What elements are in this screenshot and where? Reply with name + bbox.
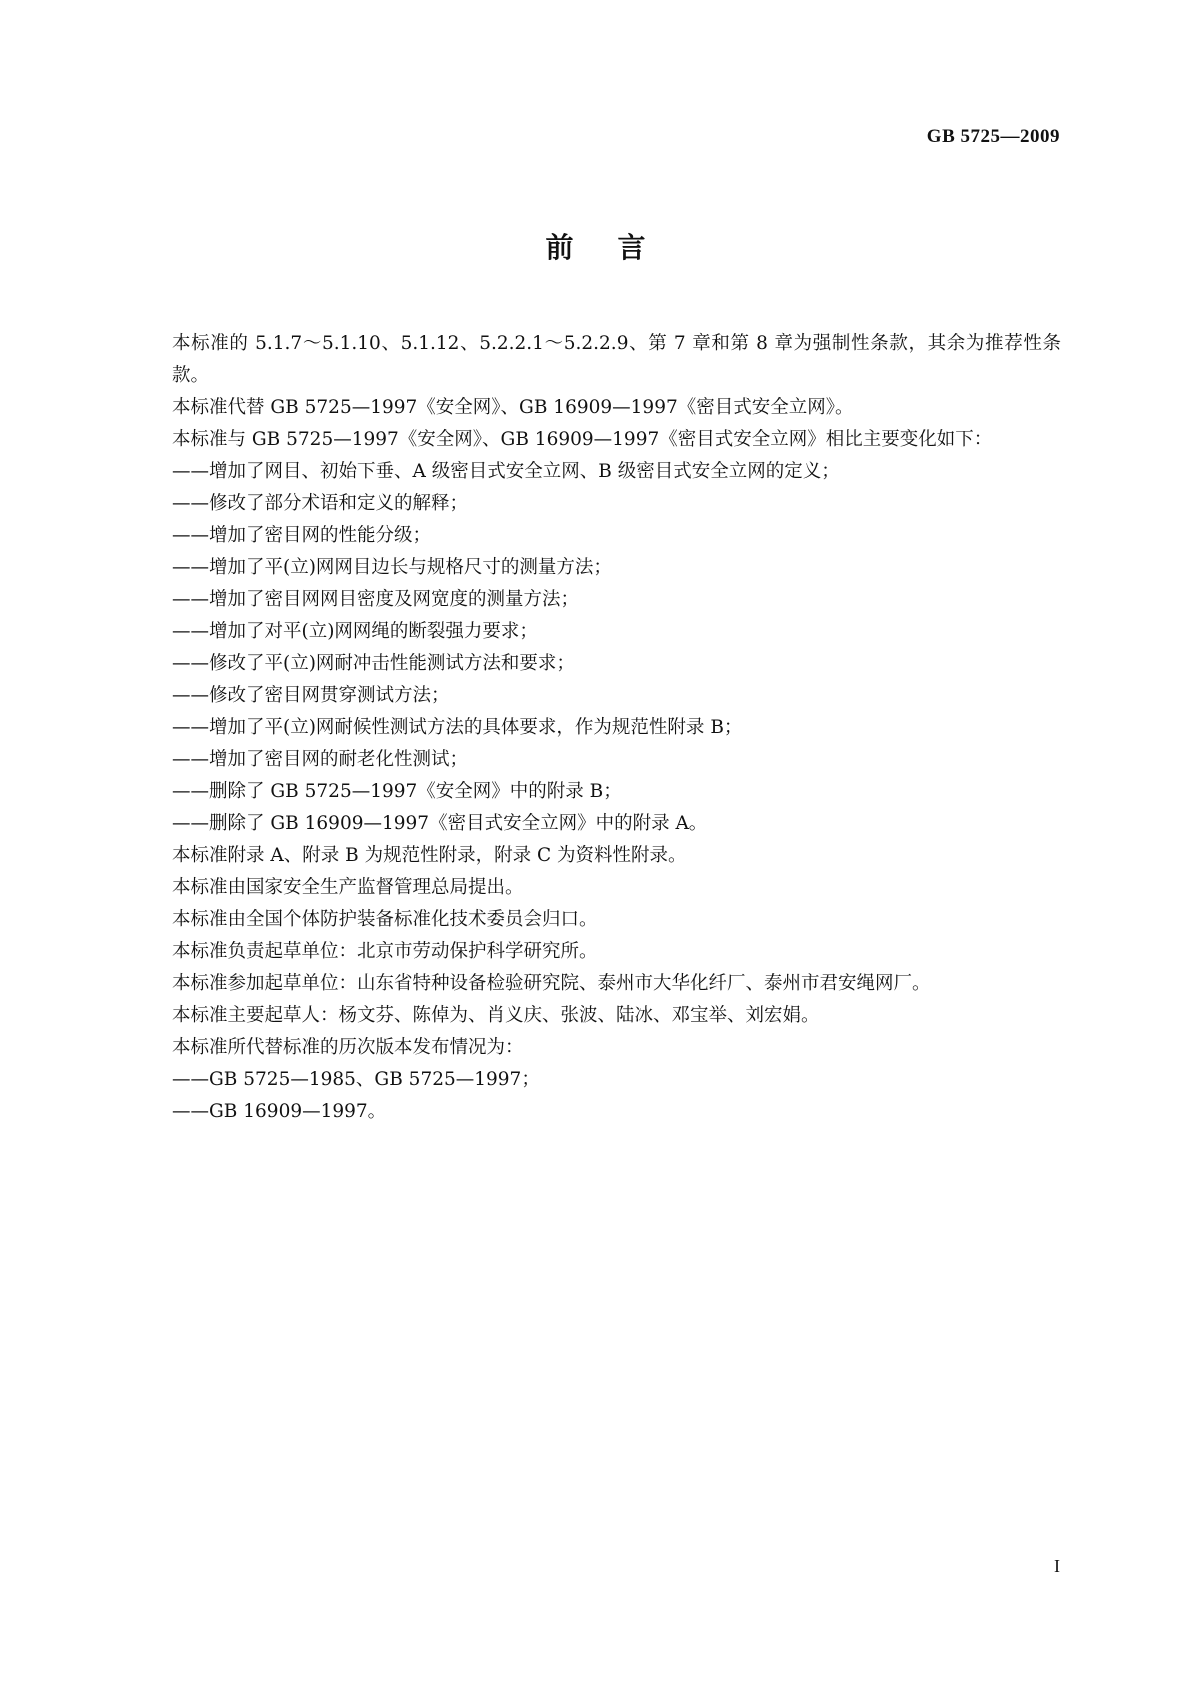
change-item: ——删除了 GB 16909—1997《密目式安全立网》中的附录 A。 [172, 813, 708, 834]
paragraph-centralized-by: 本标准由全国个体防护装备标准化技术委员会归口。 [172, 909, 598, 930]
paragraph-proposed-by: 本标准由国家安全生产监督管理总局提出。 [172, 877, 524, 898]
paragraph-mandatory-clauses: 本标准的 5.1.7～5.1.10、5.1.12、5.2.2.1～5.2.2.9、第 7 章和第 8 章为强制性条款，其余为推荐性条款。 [172, 333, 1061, 386]
foreword-body [131, 328, 1061, 1128]
edition-item: ——GB 5725—1985、GB 5725—1997； [172, 1069, 540, 1090]
paragraph-participating-units: 本标准参加起草单位：山东省特种设备检验研究院、泰州市大华化纤厂、泰州市君安绳网厂。 [172, 973, 931, 994]
change-item: ——增加了平(立)网耐候性测试方法的具体要求，作为规范性附录 B； [172, 717, 743, 738]
page-title: 前言 [545, 231, 690, 264]
paragraph-replaces: 本标准代替 GB 5725—1997《安全网》、GB 16909—1997《密目式安全立网》。 [172, 397, 854, 418]
page-number: I [1054, 1556, 1060, 1576]
paragraph-changes-intro: 本标准与 GB 5725—1997《安全网》、GB 16909—1997《密目式安全立网》相比主要变化如下： [172, 429, 993, 450]
change-item: ——修改了部分术语和定义的解释； [172, 493, 469, 514]
change-item: ——增加了网目、初始下垂、A 级密目式安全立网、B 级密目式安全立网的定义； [172, 461, 840, 482]
change-item: ——增加了平(立)网网目边长与规格尺寸的测量方法； [172, 557, 612, 578]
change-item: ——增加了对平(立)网网绳的断裂强力要求； [172, 621, 538, 642]
change-item: ——修改了平(立)网耐冲击性能测试方法和要求； [172, 653, 575, 674]
change-item: ——修改了密目网贯穿测试方法； [172, 685, 450, 706]
standard-code: GB 5725—2009 [926, 126, 1060, 147]
change-item: ——删除了 GB 5725—1997《安全网》中的附录 B； [172, 781, 622, 802]
edition-item: ——GB 16909—1997。 [172, 1101, 387, 1122]
paragraph-drafting-unit: 本标准负责起草单位：北京市劳动保护科学研究所。 [172, 941, 598, 962]
change-item: ——增加了密目网的耐老化性测试； [172, 749, 469, 770]
paragraph-previous-editions: 本标准所代替标准的历次版本发布情况为： [172, 1037, 524, 1058]
paragraph-appendices: 本标准附录 A、附录 B 为规范性附录，附录 C 为资料性附录。 [172, 845, 687, 866]
change-item: ——增加了密目网网目密度及网宽度的测量方法； [172, 589, 580, 610]
change-item: ——增加了密目网的性能分级； [172, 525, 432, 546]
paragraph-drafters: 本标准主要起草人：杨文芬、陈倬为、肖义庆、张波、陆冰、邓宝举、刘宏娟。 [172, 1005, 820, 1026]
